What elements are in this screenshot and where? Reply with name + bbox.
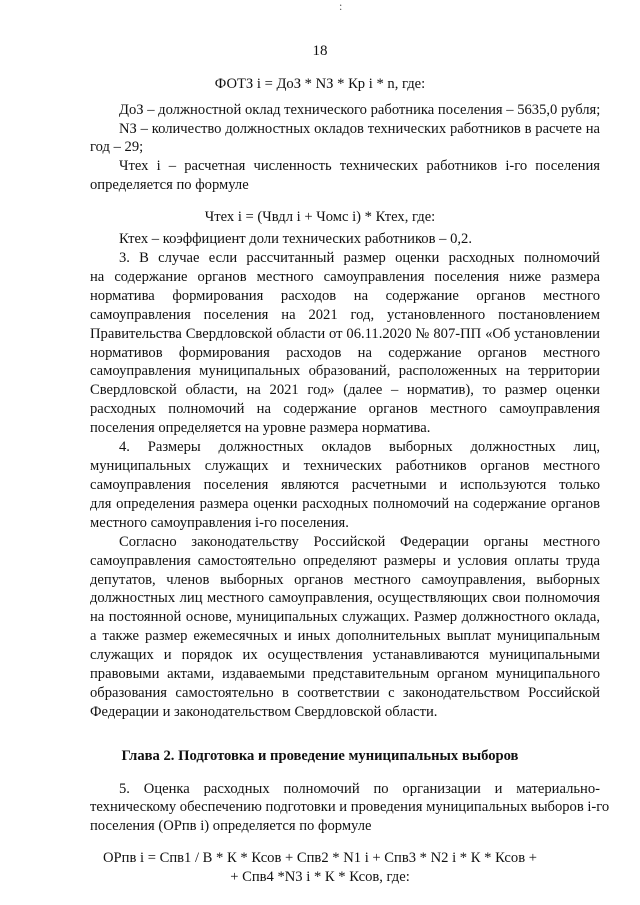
paragraph-4-line: для определения размера оценки расходных полномочий на содержание органов <box>90 496 600 512</box>
page-number: 18 <box>312 43 328 59</box>
paragraph-3-line: самоуправления поселения на 2021 год, установленного постановлением <box>90 307 600 323</box>
definition-line: год – 29; <box>90 139 144 155</box>
paragraph-law-line: образования самостоятельно в соответствии с законодательством Российской <box>90 685 600 701</box>
definition-line: NЗ – количество должностных окладов технических работников в расчете на <box>119 121 600 137</box>
definition-line: определяется по формуле <box>90 177 249 193</box>
definition-line: ДоЗ – должностной оклад технического работника поселения – 5635,0 рубля; <box>119 102 601 118</box>
paragraph-law-line: депутатов, членов выборных органов местного самоуправления, выборных <box>90 572 600 588</box>
paragraph-law-line: а также размер ежемесячных и иных дополнительных выплат муниципальным <box>90 628 600 644</box>
paragraph-3-line: норматива формирования расходов на содержание органов местного <box>90 288 600 304</box>
paragraph-4-line: 4. Размеры должностных окладов выборных должностных лиц, <box>119 439 600 455</box>
paragraph-3-line: Свердловской области, на 2021 год» (далее – норматив), то размер оценки <box>90 382 600 398</box>
paragraph-law-line: служащих и порядок их осуществления устанавливаются муниципальными <box>90 647 600 663</box>
formula-fotz: ФОТЗ i = ДоЗ * NЗ * Кр i * n, где: <box>214 76 426 92</box>
paragraph-3-line: расходных полномочий на содержание органов местного самоуправления <box>90 401 600 417</box>
paragraph-law-line: должностных лиц местного самоуправления, осуществляющих свои полномочия <box>90 590 600 606</box>
paragraph-5-line: поселения (ОРпв i) определяется по формуле <box>90 818 372 834</box>
paragraph-law-line: на постоянной основе, муниципальных служащих. Размер должностного оклада, <box>90 609 600 625</box>
paragraph-3-line: на содержание органов местного самоуправления поселения ниже размера <box>90 269 600 285</box>
definition-line: Чтех i – расчетная численность технических работников i-го поселения <box>119 158 600 174</box>
paragraph-3-line: поселения определяется на уровне размера норматива. <box>90 420 431 436</box>
scan-mark: : <box>339 0 343 13</box>
paragraph-5-line: техническому обеспечению подготовки и проведения муниципальных выборов i-го <box>90 799 610 815</box>
chapter-heading: Глава 2. Подготовка и проведение муниципальных выборов <box>121 748 519 764</box>
paragraph-4-line: муниципальных служащих и технических работников органов местного <box>90 458 600 474</box>
formula-chteh: Чтех i = (Чвдл i + Чомс i) * Ктех, где: <box>204 209 436 225</box>
paragraph-3-line: 3. В случае если рассчитанный размер оценки расходных полномочий <box>119 250 600 266</box>
paragraph-law-line: Согласно законодательству Российской Федерации органы местного <box>119 534 600 550</box>
formula-orpv-line: ОРпв i = Спв1 / В * К * Ксов + Спв2 * N1 i + Спв3 * N2 i * К * Ксов + <box>103 850 537 866</box>
paragraph-3-line: нормативов формирования расходов на содержание органов местного <box>90 345 600 361</box>
paragraph-3-line: самоуправления муниципальных образований, расположенных на территории <box>90 363 600 379</box>
paragraph-law-line: Федерации и законодательством Свердловской области. <box>90 704 438 720</box>
paragraph-3-line: Правительства Свердловской области от 06.11.2020 № 807-ПП «Об установлении <box>90 326 600 342</box>
formula-orpv-line: + Спв4 *N3 i * К * Ксов, где: <box>230 869 410 885</box>
paragraph-law-line: правовыми актами, издаваемыми представительным органом муниципального <box>90 666 600 682</box>
paragraph-law-line: самоуправления самостоятельно определяют размеры и условия оплаты труда <box>90 553 600 569</box>
paragraph-4-line: самоуправления поселения являются расчетными и используются только <box>90 477 600 493</box>
paragraph-4-line: местного самоуправления i-го поселения. <box>90 515 349 531</box>
paragraph-5-line: 5. Оценка расходных полномочий по организации и материально- <box>119 781 600 797</box>
definition-line: Ктех – коэффициент доли технических работников – 0,2. <box>119 231 472 247</box>
